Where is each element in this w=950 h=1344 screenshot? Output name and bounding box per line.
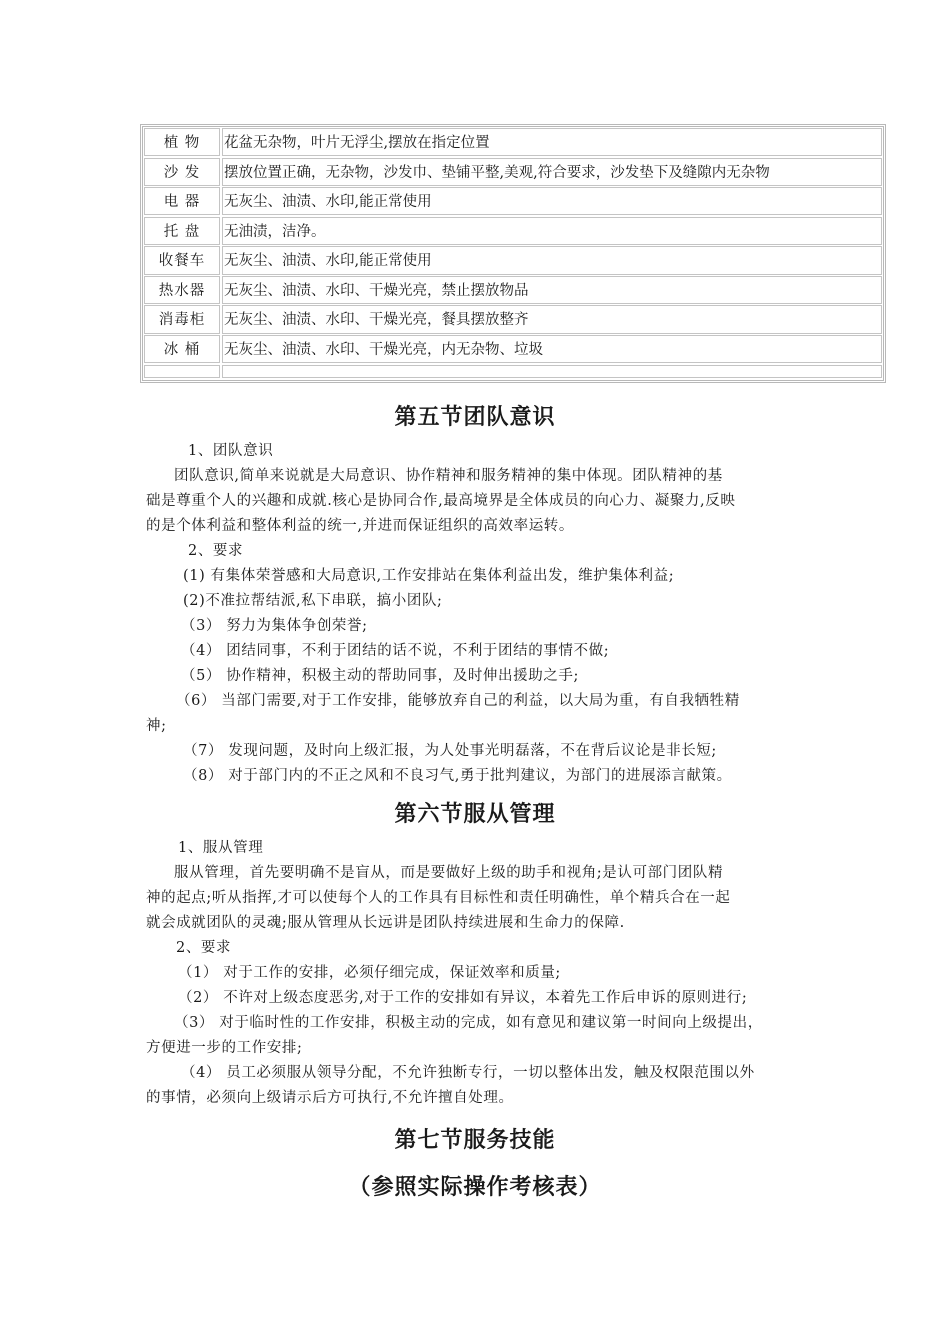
section-title: 第六节服从管理	[394, 801, 556, 827]
item-name: 托 盘	[144, 217, 220, 245]
item-name: 沙 发	[144, 158, 220, 186]
item-standard: 无灰尘、油渍、水印,能正常使用	[222, 187, 882, 215]
paragraph-line: 服从管理，首先要明确不是盲从，而是要做好上级的助手和视角;是认可部门团队精	[174, 865, 724, 881]
list-item: (2)不准拉帮结派,私下串联，搞小团队;	[183, 593, 443, 609]
subheading: 1、团队意识	[188, 443, 274, 459]
paragraph-line: 础是尊重个人的兴趣和成就.核心是协同合作,最高境界是全体成员的向心力、凝聚力,反映	[146, 493, 736, 509]
list-item: 方便进一步的工作安排;	[146, 1040, 303, 1056]
list-item: （3） 对于临时性的工作安排，积极主动的完成，如有意见和建议第一时间向上级提出，	[174, 1015, 763, 1031]
list-item: （4） 团结同事，不利于团结的话不说，不利于团结的事情不做;	[181, 643, 610, 659]
inspection-table	[140, 124, 886, 383]
item-name: 植 物	[144, 128, 220, 156]
list-item: （6） 当部门需要,对于工作安排，能够放弃自己的利益，以大局为重，有自我牺牲精	[176, 693, 740, 709]
empty-cell	[222, 365, 882, 378]
table-row	[144, 335, 882, 363]
list-item: （2） 不许对上级态度恶劣,对于工作的安排如有异议，本着先工作后申诉的原则进行;	[178, 990, 748, 1006]
table-row	[144, 276, 882, 304]
table-row	[144, 187, 882, 215]
section-subtitle: （参照实际操作考核表）	[348, 1174, 602, 1200]
item-standard: 无灰尘、油渍、水印,能正常使用	[222, 246, 882, 274]
item-standard: 无灰尘、油渍、水印、干燥光亮，禁止摆放物品	[222, 276, 882, 304]
table-row	[144, 158, 882, 186]
list-item: （1） 对于工作的安排，必须仔细完成，保证效率和质量;	[178, 965, 561, 981]
subheading: 1、服从管理	[178, 840, 264, 856]
item-name: 电 器	[144, 187, 220, 215]
list-item: (1) 有集体荣誉感和大局意识,工作安排站在集体利益出发，维护集体利益;	[183, 568, 675, 584]
list-item: （7） 发现问题，及时向上级汇报，为人处事光明磊落，不在背后议论是非长短;	[183, 743, 717, 759]
item-standard: 无灰尘、油渍、水印、干燥光亮，餐具摆放整齐	[222, 305, 882, 333]
table-row	[144, 246, 882, 274]
subheading: 2、要求	[188, 543, 244, 559]
list-item: （4） 员工必须服从领导分配，不允许独断专行，一切以整体出发，触及权限范围以外	[181, 1065, 755, 1081]
list-item: （3） 努力为集体争创荣誉;	[181, 618, 368, 634]
list-item: （8） 对于部门内的不正之风和不良习气,勇于批判建议，为部门的进展添言献策。	[183, 768, 732, 784]
paragraph-line: 团队意识,简单来说就是大局意识、协作精神和服务精神的集中体现。团队精神的基	[174, 468, 723, 484]
item-standard: 无油渍，洁净。	[222, 217, 882, 245]
item-standard: 摆放位置正确，无杂物，沙发巾、垫铺平整,美观,符合要求，沙发垫下及缝隙内无杂物	[222, 158, 882, 186]
list-item: （5） 协作精神，积极主动的帮助同事，及时伸出援助之手;	[181, 668, 580, 684]
paragraph-line: 神的起点;听从指挥,才可以使每个人的工作具有目标性和责任明确性，单个精兵合在一起	[146, 890, 731, 906]
subheading: 2、要求	[176, 940, 232, 956]
table-row	[144, 305, 882, 333]
table-row	[144, 217, 882, 245]
section-title: 第七节服务技能	[394, 1127, 556, 1153]
table-row-empty	[144, 365, 882, 378]
list-item: 的事情，必须向上级请示后方可执行,不允许擅自处理。	[146, 1090, 514, 1106]
empty-cell	[144, 365, 220, 378]
item-standard: 无灰尘、油渍、水印、干燥光亮，内无杂物、垃圾	[222, 335, 882, 363]
item-standard: 花盆无杂物，叶片无浮尘,摆放在指定位置	[222, 128, 882, 156]
item-name: 冰 桶	[144, 335, 220, 363]
paragraph-line: 的是个体利益和整体利益的统一,并进而保证组织的高效率运转。	[146, 518, 575, 534]
list-item: 神;	[146, 718, 167, 734]
table-row	[144, 128, 882, 156]
item-name: 消毒柜	[144, 305, 220, 333]
item-name: 收餐车	[144, 246, 220, 274]
item-name: 热水器	[144, 276, 220, 304]
paragraph-line: 就会成就团队的灵魂;服从管理从长远讲是团队持续进展和生命力的保障.	[146, 915, 625, 931]
section-title: 第五节团队意识	[394, 404, 556, 430]
